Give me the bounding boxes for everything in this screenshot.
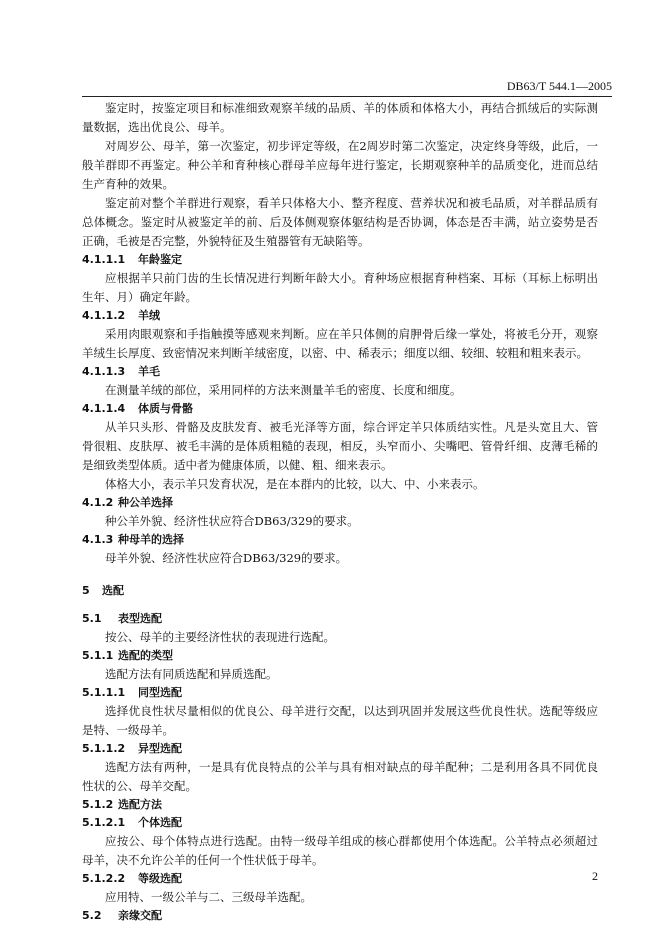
paragraph: 应按公、母个体特点进行选配。由特一级母羊组成的核心群都使用个体选配。公羊特点必须超过母羊，决不允许公羊的任何一个性状低于母羊。 (82, 834, 598, 867)
paragraph: 在测量羊绒的部位，采用同样的方法来测量羊毛的密度、长度和细度。 (105, 383, 462, 397)
section-heading (82, 363, 598, 381)
section-number: 5.1 (82, 612, 102, 625)
paragraph: 应用特、一级公羊与二、三级母羊选配。 (105, 890, 312, 904)
section-heading (82, 684, 598, 702)
page-number: 2 (592, 869, 598, 883)
section-number: 5.2 (82, 909, 102, 922)
section-heading (82, 610, 598, 628)
section-title: 年龄鉴定 (138, 253, 182, 266)
section-number: 5.1.2 (82, 798, 114, 811)
section-title: 羊毛 (138, 365, 160, 378)
section-title: 种母羊的选择 (118, 533, 184, 546)
section-title: 选配 (102, 584, 124, 597)
section-number: 4.1.2 (82, 496, 114, 509)
section-heading (82, 907, 598, 925)
section-number: 4.1.1.3 (82, 365, 126, 378)
section-heading (82, 814, 598, 832)
section-heading (82, 796, 598, 814)
section-number: 5.1.1 (82, 649, 114, 662)
section-title: 异型选配 (138, 742, 182, 755)
section-number: 4.1.1.1 (82, 253, 126, 266)
section-number: 5.1.1.1 (82, 686, 126, 699)
paragraph: 对周岁公、母羊，第一次鉴定，初步评定等级，在2周岁时第二次鉴定，决定终身等级，此后，一般羊群即不再鉴定。种公羊和育种核心群母羊应每年进行鉴定，长期观察种羊的品质变化，进而总结生产育种的效果。 (82, 139, 598, 191)
paragraph: 采用肉眼观察和手指触摸等感观来判断。应在羊只体侧的肩胛骨后缘一掌处，将被毛分开，观察羊绒生长厚度、致密情况来判断羊绒密度，以密、中、稀表示；细度以细、较细、较粗和粗来表示。 (82, 327, 598, 360)
section-title: 体质与骨骼 (138, 402, 193, 415)
section-title: 亲缘交配 (118, 909, 162, 922)
section-title: 等级选配 (138, 872, 182, 885)
section-number: 5.1.2.1 (82, 816, 126, 829)
section-title: 选配的类型 (118, 649, 173, 662)
paragraph: 选配方法有同质选配和异质选配。 (105, 667, 278, 681)
section-heading (82, 647, 598, 665)
section-title: 个体选配 (138, 816, 182, 829)
paragraph: 母羊外貌、经济性状应符合DB63/329的要求。 (105, 551, 348, 565)
paragraph: 应根据羊只前门齿的生长情况进行判断年龄大小。育种场应根据育种档案、耳标（耳标上标明出生年、月）确定年龄。 (82, 271, 598, 304)
paragraph: 按公、母羊的主要经济性状的表现进行选配。 (105, 630, 335, 644)
section-title: 选配方法 (118, 798, 162, 811)
section-title: 表型选配 (118, 612, 162, 625)
paragraph: 选配方法有两种，一是具有优良特点的公羊与具有相对缺点的母羊配种；二是利用各具不同优良性状的公、母羊交配。 (82, 760, 598, 793)
document-id-header: DB63/T 544.1—2005 (506, 79, 612, 93)
section-heading (82, 251, 598, 269)
paragraph: 从羊只头形、骨骼及皮肤发育、被毛光泽等方面，综合评定羊只体质结实性。凡是头宽且大、管骨很粗、皮肤厚、被毛丰满的是体质粗糙的表现，相反，头窄而小、尖嘴吧、管骨纤细、皮薄毛稀的是细致类型体质。适中者为健康体质，以健、粗、细来表示。 (82, 420, 598, 472)
section-title: 种公羊选择 (118, 496, 173, 509)
paragraph: 鉴定时，按鉴定项目和标准细致观察羊绒的品质、羊的体质和体格大小，再结合抓绒后的实际测量数据，选出优良公、母羊。 (82, 101, 598, 134)
section-heading (82, 870, 598, 888)
section-number: 5.1.1.2 (82, 742, 126, 755)
section-heading (82, 494, 598, 512)
paragraph: 体格大小，表示羊只发育状况，是在本群内的比较，以大、中、小来表示。 (105, 477, 485, 491)
section-heading (82, 400, 598, 418)
section-heading (82, 307, 598, 325)
section-title: 羊绒 (138, 309, 160, 322)
paragraph: 鉴定前对整个羊群进行观察，看羊只体格大小、整齐程度、营养状况和被毛品质，对羊群品质有总体概念。鉴定时从被鉴定羊的前、后及体侧观察体躯结构是否协调，体态是否丰满，站立姿势是否正确，毛被是否完整，外貌特征及生殖器管有无缺陷等。 (82, 196, 598, 248)
header-divider (82, 96, 612, 97)
document-body (82, 99, 598, 925)
paragraph: 选择优良性状尽量相似的优良公、母羊进行交配，以达到巩固并发展这些优良性状。选配等级应是特、一级母羊。 (82, 704, 598, 737)
section-number: 5.1.2.2 (82, 872, 126, 885)
section-heading (82, 582, 598, 600)
section-heading (82, 531, 598, 549)
section-number: 4.1.1.2 (82, 309, 126, 322)
section-title: 同型选配 (138, 686, 182, 699)
section-number: 5 (82, 584, 90, 597)
section-heading (82, 740, 598, 758)
section-number: 4.1.1.4 (82, 402, 126, 415)
section-number: 4.1.3 (82, 533, 114, 546)
paragraph: 种公羊外貌、经济性状应符合DB63/329的要求。 (105, 514, 359, 528)
